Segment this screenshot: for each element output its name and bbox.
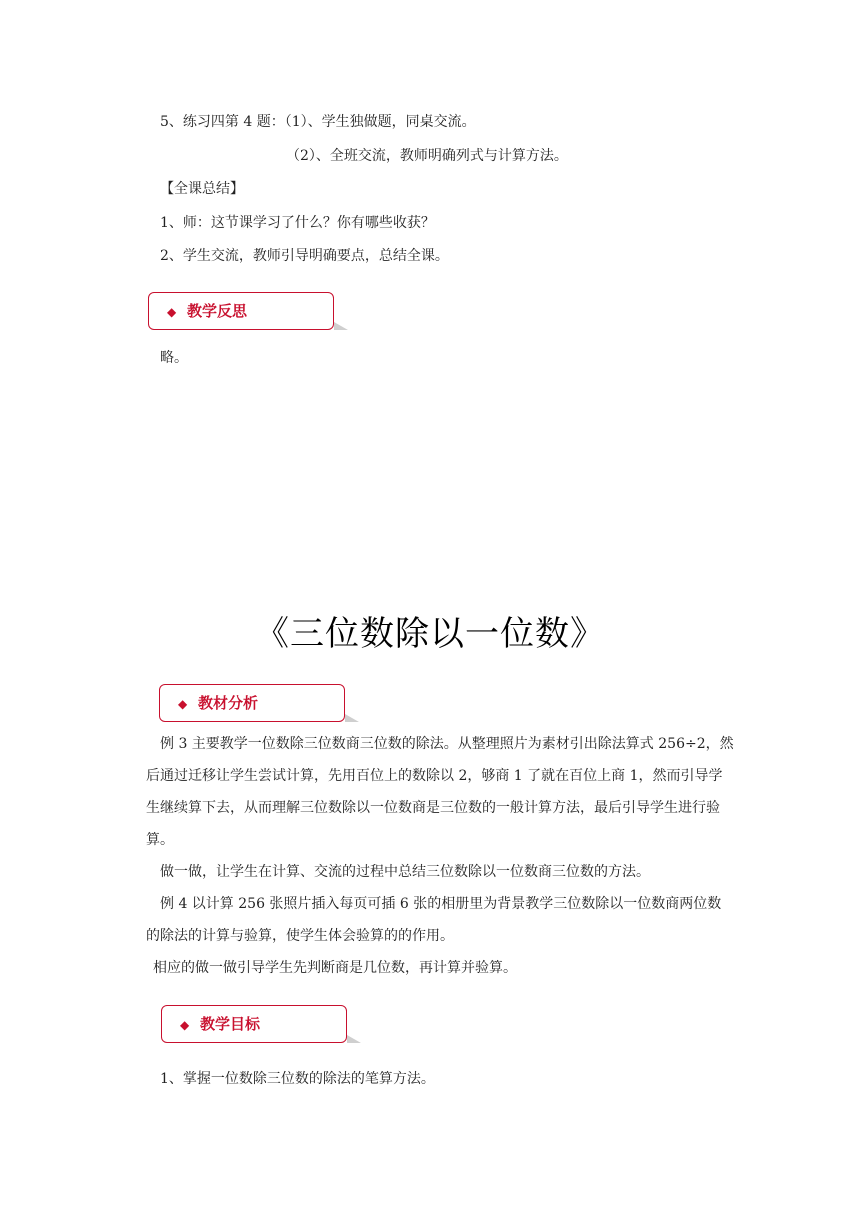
section-title-reflection: 教学反思 [187, 302, 248, 320]
material-body [146, 728, 734, 984]
summary-line-2: 2、学生交流，教师引导明确要点，总结全课。 [160, 248, 449, 264]
section-title-material: 教材分析 [198, 694, 259, 712]
page-title: 《三位数除以一位数》 [255, 614, 605, 654]
summary-line-1: 1、师：这节课学习了什么？你有哪些收获？ [160, 215, 435, 231]
section-header-reflection [148, 292, 348, 334]
diamond-icon: ◆ [167, 305, 177, 319]
material-paragraph: 相应的做一做引导学生先判断商是几位数，再计算并验算。 [153, 960, 517, 976]
diamond-icon: ◆ [180, 1018, 190, 1032]
section-title-goal: 教学目标 [200, 1015, 261, 1033]
section-header-goal [161, 1005, 361, 1047]
goal-item-1: 1、掌握一位数除三位数的除法的笔算方法。 [160, 1071, 435, 1087]
material-paragraph: 做一做，让学生在计算、交流的过程中总结三位数除以一位数商三位数的方法。 [160, 864, 650, 880]
material-paragraph: 例 4 以计算 256 张照片插入每页可插 6 张的相册里为背景教学三位数除以一位数商两位数的除法的计算与验算，使学生体会验算的的作用。 [146, 896, 722, 944]
diamond-icon: ◆ [178, 697, 188, 711]
reflection-text: 略。 [160, 350, 188, 366]
summary-heading: 【全课总结】 [160, 181, 244, 197]
practice-line-1: 5、练习四第 4 题：（1）、学生独做题，同桌交流。 [160, 114, 476, 130]
section-header-material [159, 684, 359, 726]
practice-line-2: （2）、全班交流，教师明确列式与计算方法。 [286, 148, 568, 164]
material-paragraph: 例 3 主要教学一位数除三位数商三位数的除法。从整理照片为素材引出除法算式 256÷2，然后通过迁移让学生尝试计算，先用百位上的数除以 2，够商 1 了就在百位上商 1，然而引导学生继续算下去，从而理解三位数除以一位数商是三位数的一般计算方法，最后引导学生进行验算。 [146, 736, 734, 848]
